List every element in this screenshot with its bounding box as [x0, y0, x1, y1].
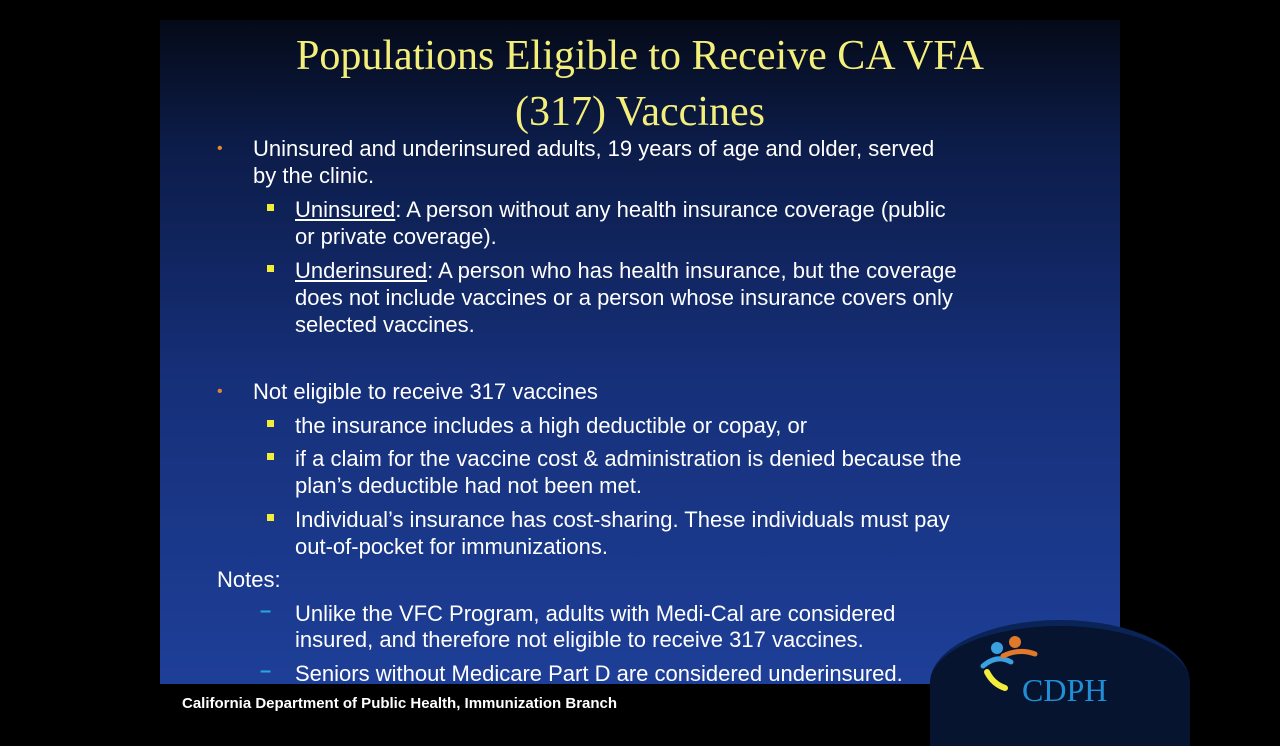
title-line-2: (317) Vaccines — [515, 89, 765, 135]
bullet-dot: • — [217, 383, 223, 400]
footer-organization: California Department of Public Health, Immunization Branch — [182, 695, 618, 712]
square-bullet — [267, 265, 274, 272]
bullet1-sub1-line2: or private coverage). — [295, 224, 497, 249]
square-bullet — [267, 204, 274, 211]
bullet1-sub2-line3: selected vaccines. — [295, 312, 475, 337]
bullet1-line1: Uninsured and underinsured adults, 19 years of age and older, served — [253, 136, 935, 161]
dash-bullet: – — [260, 600, 272, 622]
term-uninsured: Uninsured — [295, 197, 396, 222]
bullet2-line1: Not eligible to receive 317 vaccines — [253, 379, 598, 404]
square-bullet — [267, 420, 274, 427]
slide-title — [160, 28, 1120, 140]
cdph-logo-text: CDPH — [1022, 672, 1108, 708]
bullet1-sub2-line1 — [295, 257, 957, 284]
bullet2-sub2-line2: plan’s deductible had not been met. — [295, 473, 642, 498]
square-bullet — [267, 453, 274, 460]
note2: Seniors without Medicare Part D are considered underinsured. — [295, 661, 903, 686]
bullet2-sub2-line1: if a claim for the vaccine cost & administration is denied because the — [295, 446, 962, 471]
title-line-1: Populations Eligible to Receive CA VFA — [296, 33, 984, 79]
uninsured-definition: : A person without any health insurance coverage (public — [395, 197, 946, 222]
bullet1-sub1-line1 — [295, 196, 946, 223]
bullet-dot: • — [217, 140, 223, 157]
bullet2-sub3-line2: out-of-pocket for immunizations. — [295, 534, 609, 559]
notes-label: Notes: — [217, 567, 281, 592]
underinsured-definition: : A person who has health insurance, but the coverage — [427, 258, 957, 283]
dash-bullet: – — [260, 660, 272, 682]
bullet2-sub1: the insurance includes a high deductible or copay, or — [295, 413, 808, 438]
term-underinsured: Underinsured — [295, 258, 428, 283]
note1-line2: insured, and therefore not eligible to receive 317 vaccines. — [295, 627, 864, 652]
note1-line1: Unlike the VFC Program, adults with Medi-Cal are considered — [295, 601, 896, 626]
square-bullet — [267, 514, 274, 521]
bullet1-sub2-line2: does not include vaccines or a person whose insurance covers only — [295, 285, 953, 310]
bullet2-sub3-line1: Individual’s insurance has cost-sharing. These individuals must pay — [295, 507, 950, 532]
bullet1-line2: by the clinic. — [253, 163, 375, 188]
